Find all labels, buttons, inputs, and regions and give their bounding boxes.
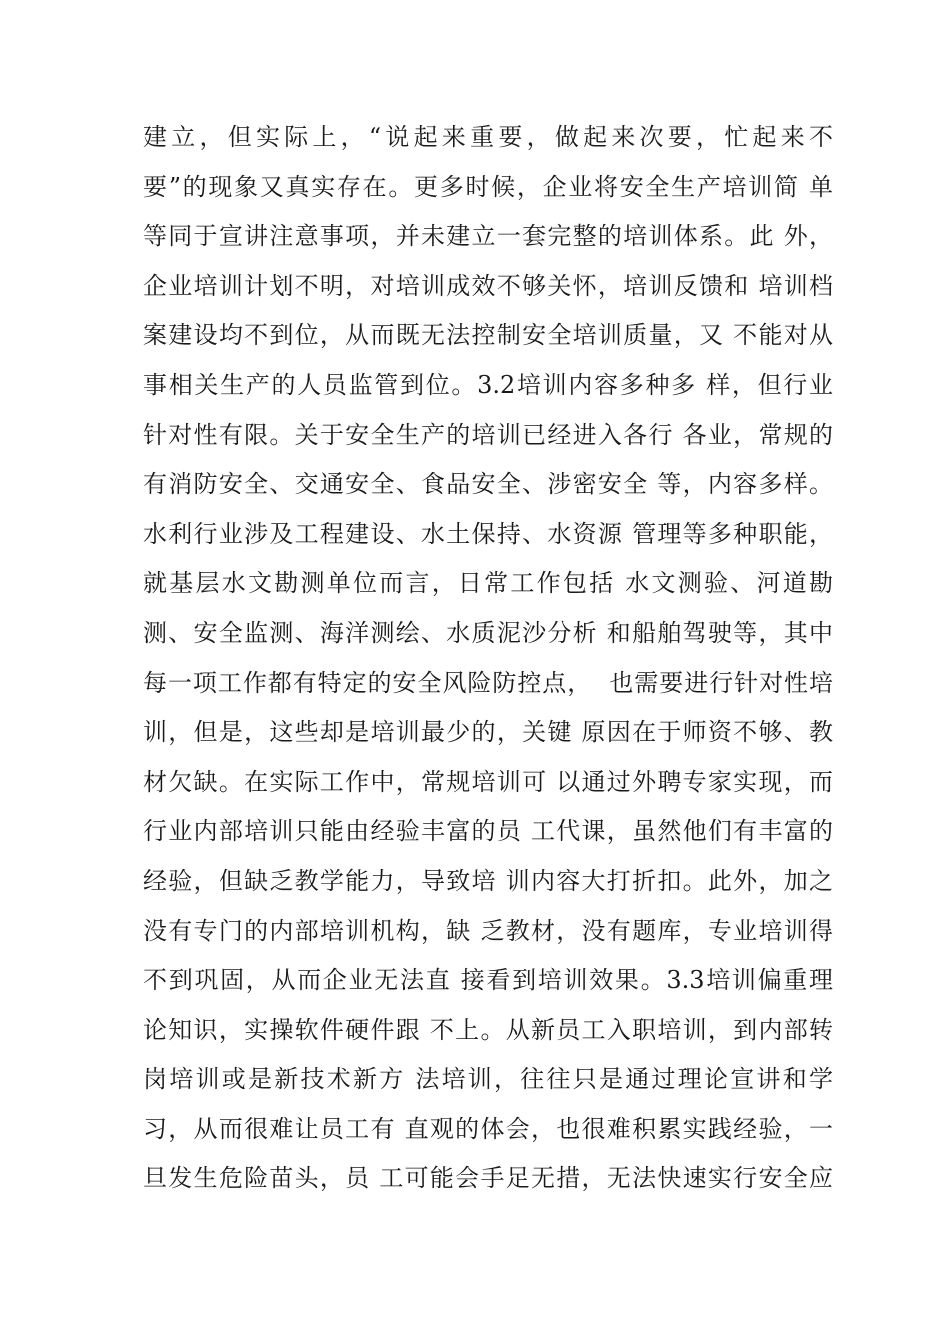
text-line: 没有专门的内部培训机构，缺 乏教材，没有题库，专业培训得 [143,916,833,945]
text-line: 岗培训或是新技术新方 法培训，往往只是通过理论宣讲和学 [143,1065,833,1094]
text-line: 论知识，实操软件硬件跟 不上。从新员工入职培训，到内部转 [143,1015,833,1044]
text-line: 等同于宣讲注意事项，并未建立一套完整的培训体系。此 外， [143,222,833,251]
text-line: 材欠缺。在实际工作中，常规培训可 以通过外聘专家实现，而 [143,767,833,796]
text-line: 有消防安全、交通安全、食品安全、涉密安全 等，内容多样。 [143,470,833,499]
text-line: 每一项工作都有特定的安全风险防控点， 也需要进行针对性培 [143,668,833,697]
text-line: 不到巩固，从而企业无法直 接看到培训效果。3.3培训偏重理 [143,966,833,995]
text-line: 事相关生产的人员监管到位。3.2培训内容多种多 样，但行业 [143,370,833,399]
text-line: 案建设均不到位，从而既无法控制安全培训质量，又 不能对从 [143,321,833,350]
text-line: 就基层水文勘测单位而言，日常工作包括 水文测验、河道勘 [143,569,833,598]
text-line: 行业内部培训只能由经验丰富的员 工代课，虽然他们有丰富的 [143,817,833,846]
text-line: 旦发生危险苗头，员 工可能会手足无措，无法快速实行安全应 [143,1164,833,1193]
text-line: 经验，但缺乏教学能力，导致培 训内容大打折扣。此外，加之 [143,866,833,895]
text-line: 针对性有限。关于安全生产的培训已经进入各行 各业，常规的 [143,420,833,449]
body-paragraph [143,113,833,1204]
text-line: 建立，但实际上，“说起来重要，做起来次要，忙起来不 [143,123,833,151]
text-line: 水利行业涉及工程建设、水土保持、水资源 管理等多种职能， [143,519,833,548]
text-line: 企业培训计划不明，对培训成效不够关怀，培训反馈和 培训档 [143,271,833,300]
text-line: 习，从而很难让员工有 直观的体会，也很难积累实践经验，一 [143,1114,833,1143]
text-line: 测、安全监测、海洋测绘、水质泥沙分析 和船舶驾驶等，其中 [143,618,833,647]
text-line: 训，但是，这些却是培训最少的，关键 原因在于师资不够、教 [143,718,833,747]
text-line: 要”的现象又真实存在。更多时候，企业将安全生产培训简 单 [143,172,833,201]
